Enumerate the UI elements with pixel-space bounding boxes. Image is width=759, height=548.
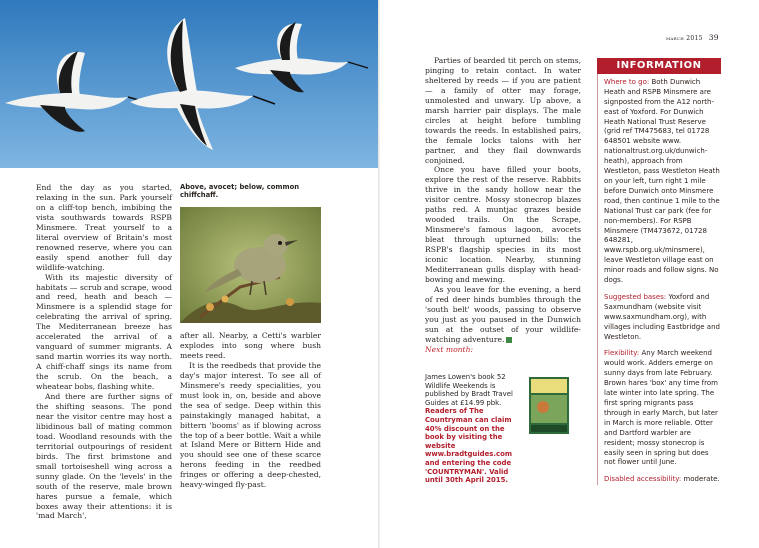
paragraph: With its majestic diversity of habitats — scrub and scrape, wood and reed, heath and beach — Minsmere is a splendid stage for celebrating the arrival of spring. The Mediterranean breeze has accelerated the arrival of a vanguard of summer migrants. A sand martin worries its way north. A chiff-chaff sings its name from the scrub. On the beach, a wheatear bobs, flashing white.	[36, 272, 172, 392]
info-text: Any March weekend would work. Adders emerge on sunny days from late February. Brown hares 'box' any time from late winter into late spring. The first spring migrants pass through in early March, but later in March is more reliable. Otter and Dartford warbler are resident; mossy stonecrop is easily seen in spring but does not flower until June.	[604, 349, 718, 467]
info-flexibility	[604, 349, 721, 468]
reader-offer-text: Readers of The Countryman can claim 40% discount on the book by visiting the website www.bradtguides.com and entering the code 'COUNTRYMAN'. Valid until 30th April 2015.	[425, 407, 513, 485]
information-panel	[597, 58, 721, 492]
folio-month: march 2015	[666, 35, 703, 42]
book-promo	[425, 373, 585, 485]
paragraph	[425, 285, 581, 345]
info-label: Flexibility:	[604, 349, 640, 358]
article-column-3	[425, 56, 581, 355]
photo-caption: Above, avocet; below, common chiffchaff.	[180, 183, 300, 199]
next-month-label: Next month:	[425, 344, 474, 354]
paragraph: after all. Nearby, a Cetti's warbler explodes into song where bush meets reed.	[180, 331, 321, 360]
info-label: Suggested bases:	[604, 292, 667, 301]
page-gutter	[378, 0, 380, 548]
info-text: Both Dunwich Heath and RSPB Minsmere are signposted from the A12 north-east of Yoxford. For Dunwich Heath National Trust Reserve (grid ref TM475683, tel 01728 648501 website www. nationaltrust.org.uk/dunwich-heath), approach from Westleton, pass Westleton Heath on your left, turn right 1 mile before Dunwich onto Minsmere road, then continue 1 mile to the National Trust car park (fee for non-members). For RSPB Minsmere (TM473672, 01728 648281, www.rspb.org.uk/minsmere), leave Westleton village east on minor roads and follow signs. No dogs.	[604, 77, 720, 285]
info-label: Where to go:	[604, 77, 650, 86]
book-cover-image	[529, 377, 569, 434]
paragraph: And there are further signs of the shifting seasons. The pond near the visitor centre may host a libidinous ball of mating common toad. Woodland resounds with the territorial outpourings of resident birds. The first brimstone and small tortoiseshell wing across a sunny glade. On the 'levels' in the south of the reserve, male brown hares pursue a female, which boxes away their attentions: it is 'mad March',	[36, 392, 172, 521]
info-label: Disabled accessibility:	[604, 475, 682, 484]
info-text: moderate.	[683, 475, 720, 484]
end-of-article-mark	[506, 337, 512, 343]
info-accessibility	[604, 475, 721, 485]
information-body	[597, 74, 721, 485]
information-heading: INFORMATION	[597, 58, 721, 74]
paragraph: It is the reedbeds that provide the day's major interest. To see all of Minsmere's reedy specialities, you must look in, on, beside and above the sea of sedge. Deep within this painstakingly managed habitat, a bittern 'booms' as if blowing across the top of a beer bottle. Wait a while at Island Mere or Bittern Hide and you should see one of these scarce herons feeding in the reedbed fringes or offering a deep-chested, heavy-winged fly-past.	[180, 360, 321, 490]
info-text: Yoxford and Saxmundham (website visit www.saxmundham.org), with villages including Eastbridge and Westleton.	[604, 292, 720, 341]
paragraph: Once you have filled your boots, explore the rest of the reserve. Rabbits thrive in the sandy hollow near the visitor centre. Mossy stonecrop blazes paths red. A muntjac grazes beside wooded trails. On the Scrape, Minsmere's famous lagoon, avocets bleat through upturned bills: the RSPB's flagship species in its most iconic location. Nearby, stunning Mediterranean gulls display with head-bowing and mewing.	[425, 165, 581, 284]
article-column-2	[180, 331, 321, 490]
chiffchaff-photo	[180, 207, 321, 323]
closing-sentence: As you leave for the evening, a herd of red deer hinds bumbles through the 'south belt' woods, passing to observe you just as you paused in the Dunwich sun at the outset of your wildlife-watching adventure.	[425, 284, 581, 344]
paragraph: End the day as you started, relaxing in the sun. Park yourself on a cliff-top bench, imbibing the vista southwards towards RSPB Minsmere. Treat yourself to a literal overview of Britain's most renowned reserve, where you can easily spend another full day wildlife-watching.	[36, 183, 172, 272]
info-where-to-go	[604, 78, 721, 286]
article-column-1	[36, 183, 172, 521]
page-folio	[666, 33, 719, 42]
info-suggested-bases	[604, 293, 721, 343]
avocet-photo	[0, 0, 378, 168]
folio-page-number: 39	[708, 33, 719, 42]
paragraph: Parties of bearded tit perch on stems, pinging to retain contact. In water sheltered by reeds — if you are patient — a family of otter may forage, unmolested and unwary. Up above, a marsh harrier pair displays. The male circles at height before tumbling towards the reeds. In established pairs, the female locks talons with her partner, and they flail downwards conjoined.	[425, 56, 581, 165]
book-promo-text: James Lowen's book 52 Wildlife Weekends is published by Bradt Travel Guides at £14.99 pbk.	[425, 373, 513, 407]
